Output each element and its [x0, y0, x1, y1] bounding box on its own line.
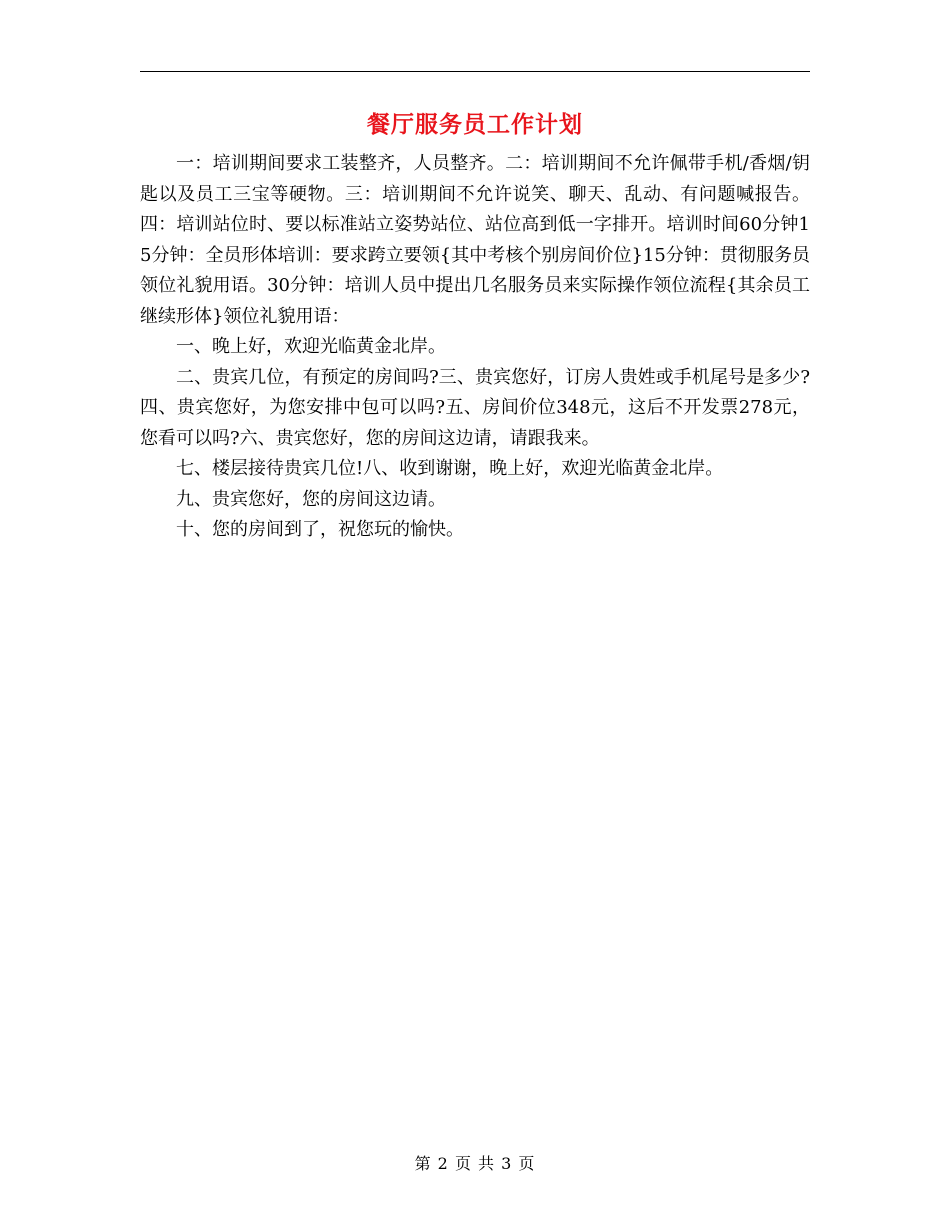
paragraph-greeting-1: 一、晚上好，欢迎光临黄金北岸。	[176, 336, 446, 357]
page-number-footer: 第 2 页 共 3 页	[414, 1154, 536, 1173]
document-body	[140, 149, 810, 546]
document-title: 餐厅服务员工作计划	[367, 111, 583, 138]
paragraph-greeting-9: 九、贵宾您好，您的房间这边请。	[176, 488, 446, 510]
paragraph-greeting-10: 十、您的房间到了，祝您玩的愉快。	[176, 519, 464, 540]
paragraph-greetings-7-8: 七、楼层接待贵宾几位!八、收到谢谢，晚上好，欢迎光临黄金北岸。	[176, 458, 724, 479]
header-rule	[140, 71, 810, 72]
paragraph-training-rules: 一：培训期间要求工装整齐，人员整齐。二：培训期间不允许佩带手机/香烟/钥匙以及员工三宝等硬物。三：培训期间不允许说笑、聊天、乱动、有问题喊报告。四：培训站位时、要以标准站立姿势站位、站位高到低一字排开。培训时间60分钟15分钟：全员形体培训：要求跨立要领{其中考核个别房间价位}15分钟：贯彻服务员领位礼貌用语。30分钟：培训人员中提出几名服务员来实际操作领位流程{其余员工继续形体}领位礼貌用语：	[140, 153, 810, 327]
paragraph-greetings-2-6: 二、贵宾几位，有预定的房间吗?三、贵宾您好，订房人贵姓或手机尾号是多少?四、贵宾您好，为您安排中包可以吗?五、房间价位348元，这后不开发票278元，您看可以吗?六、贵宾您好，您的房间这边请，请跟我来。	[140, 366, 810, 449]
